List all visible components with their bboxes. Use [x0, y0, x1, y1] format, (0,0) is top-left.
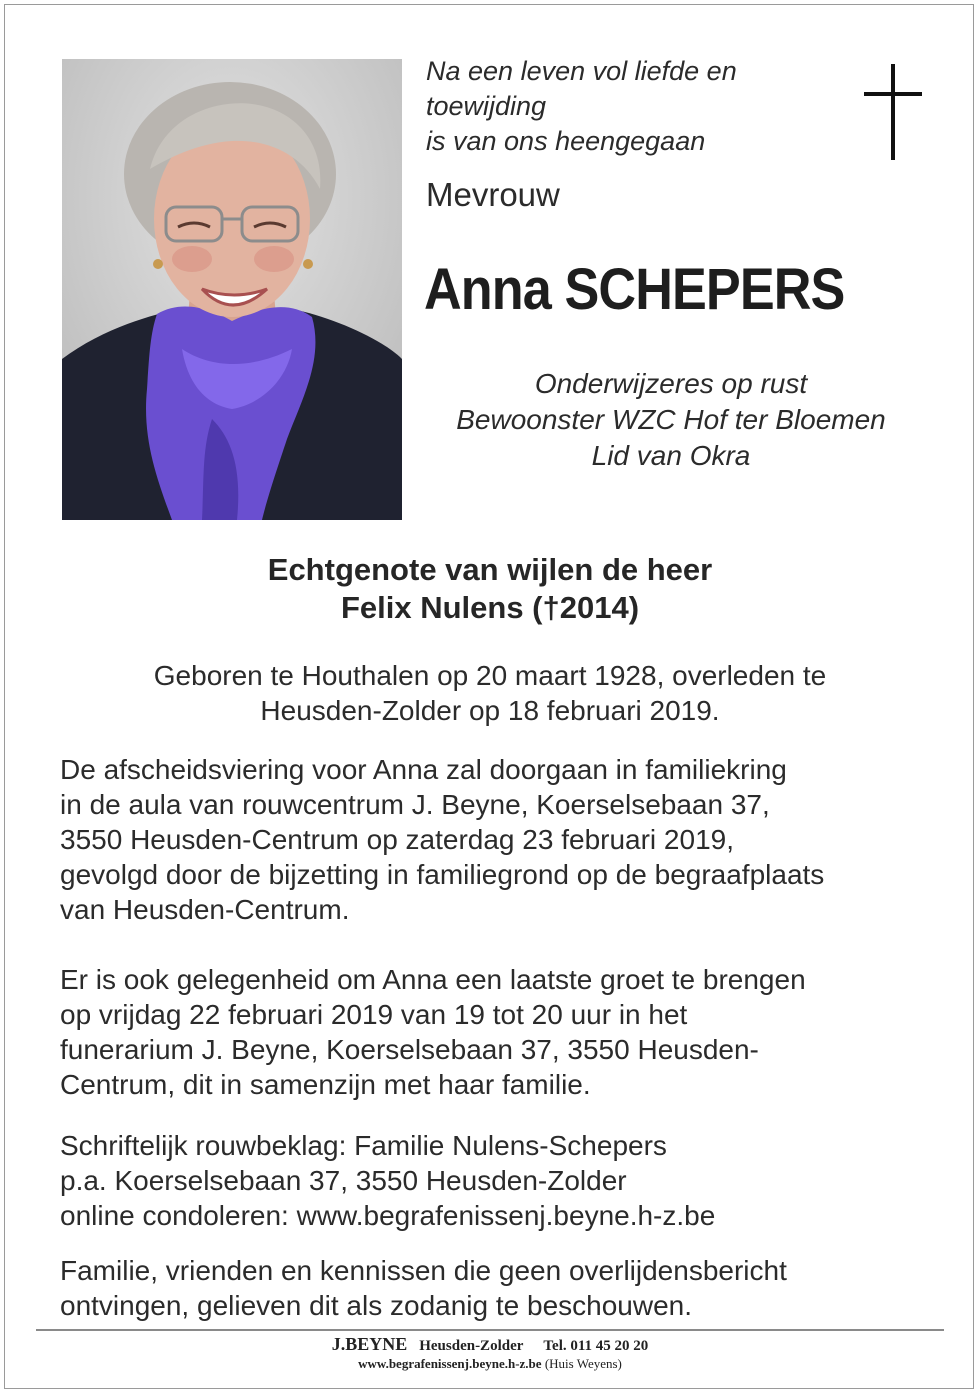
paragraph-line: in de aula van rouwcentrum J. Beyne, Koerselsebaan 37, [60, 789, 770, 820]
salutation: Mevrouw [426, 176, 560, 213]
intro-line: is van ons heengegaan [426, 126, 706, 156]
funeral-home-house: (Huis Weyens) [544, 1356, 622, 1371]
ceremony-paragraph [60, 752, 940, 927]
paragraph-line: van Heusden-Centrum. [60, 894, 350, 925]
paragraph-line: De afscheidsviering voor Anna zal doorgaan in familiekring [60, 754, 787, 785]
intro-text [426, 54, 846, 159]
paragraph-line: ontvingen, gelieven dit als zodanig te beschouwen. [60, 1290, 692, 1321]
deceased-name: Anna SCHEPERS [424, 257, 845, 322]
spouse-notice [0, 551, 980, 627]
birth-line: Geboren te Houthalen op 20 maart 1928, overleden te [153, 660, 827, 691]
spouse-line: Felix Nulens (†2014) [340, 590, 640, 625]
funeral-home-website: www.begrafenissenj.beyne.h-z.be [358, 1356, 542, 1371]
paragraph-line: Er is ook gelegenheid om Anna een laatste groet te brengen [60, 964, 806, 995]
paragraph-line: Schriftelijk rouwbeklag: Familie Nulens-Schepers [60, 1130, 667, 1161]
title-line: Lid van Okra [591, 440, 751, 471]
closing-paragraph [60, 1253, 940, 1323]
paragraph-line: 3550 Heusden-Centrum op zaterdag 23 februari 2019, [60, 824, 734, 855]
paragraph-line: online condoleren: www.begrafenissenj.beyne.h-z.be [60, 1200, 716, 1231]
title-line: Bewoonster WZC Hof ter Bloemen [456, 404, 886, 435]
condolence-paragraph [60, 1128, 940, 1233]
paragraph-line: op vrijdag 22 februari 2019 van 19 tot 20 uur in het [60, 999, 688, 1030]
cross-icon [864, 64, 922, 165]
portrait-photo [62, 59, 402, 520]
funeral-home-phone: Tel. 011 45 20 20 [543, 1338, 649, 1354]
paragraph-line: Familie, vrienden en kennissen die geen overlijdensbericht [60, 1255, 787, 1286]
paragraph-line: Centrum, dit in samenzijn met haar familie. [60, 1069, 591, 1100]
birth-line: Heusden-Zolder op 18 februari 2019. [260, 695, 720, 726]
funeral-home-brand: J.BEYNE [331, 1334, 408, 1354]
paragraph-line: funerarium J. Beyne, Koerselsebaan 37, 3550 Heusden- [60, 1034, 759, 1065]
intro-line: Na een leven vol liefde en [426, 56, 737, 86]
funeral-home-city: Heusden-Zolder [419, 1338, 524, 1354]
birth-death-info [0, 658, 980, 728]
viewing-paragraph [60, 962, 940, 1102]
footer-divider [36, 1329, 944, 1331]
paragraph-line: p.a. Koerselsebaan 37, 3550 Heusden-Zolder [60, 1165, 627, 1196]
spouse-line: Echtgenote van wijlen de heer [267, 552, 713, 587]
paragraph-line: gevolgd door de bijzetting in familiegrond op de begraafplaats [60, 859, 825, 890]
title-line: Onderwijzeres op rust [534, 368, 808, 399]
intro-line: toewijding [426, 91, 547, 121]
deceased-titles [420, 366, 922, 474]
funeral-home-footer [0, 1334, 980, 1372]
